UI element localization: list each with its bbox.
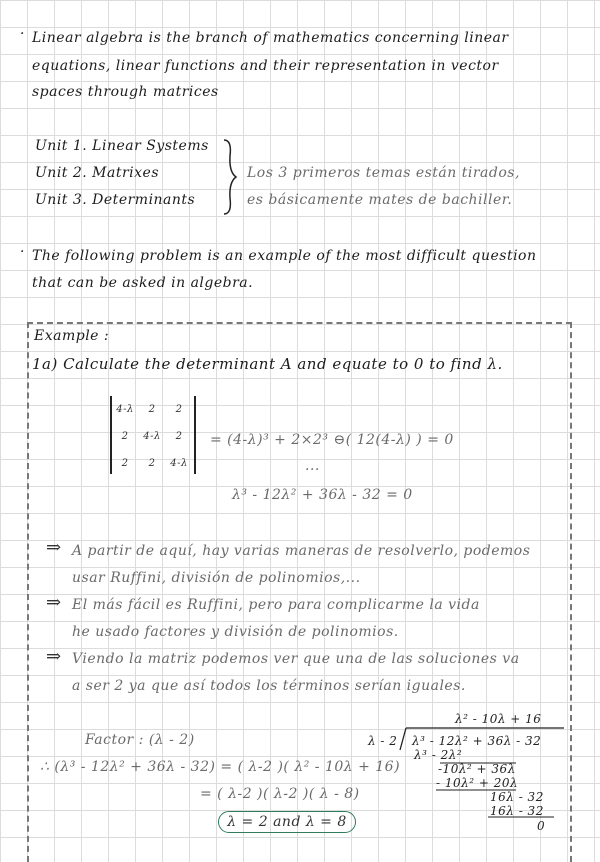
ellipsis: ... bbox=[305, 458, 320, 474]
matrix-cell: 4-λ bbox=[170, 458, 188, 469]
note-line: El más fácil es Ruffini, pero para complicarme la vida bbox=[72, 597, 480, 613]
division-step: 16λ - 32 bbox=[490, 804, 544, 818]
solution-highlight: λ = 2 and λ = 8 bbox=[218, 811, 356, 833]
division-quotient: λ² - 10λ + 16 bbox=[455, 712, 542, 726]
bullet-dot: · bbox=[20, 244, 25, 260]
implies-arrow-icon: ⇒ bbox=[46, 646, 62, 667]
unit-2: Unit 2. Matrixes bbox=[35, 165, 160, 181]
units-note-line-1: Los 3 primeros temas están tirados, bbox=[247, 165, 520, 181]
problem-intro-line-2: that can be asked in algebra. bbox=[32, 275, 254, 291]
division-step: 16λ - 32 bbox=[490, 790, 544, 804]
implies-arrow-icon: ⇒ bbox=[46, 592, 62, 613]
matrix-cell: 2 bbox=[175, 404, 183, 415]
determinant-matrix bbox=[110, 396, 196, 474]
matrix-cell: 2 bbox=[148, 458, 156, 469]
division-step: -10λ² + 36λ bbox=[438, 762, 516, 776]
factor-line-2: = ( λ-2 )( λ-2 )( λ - 8) bbox=[200, 786, 360, 802]
division-step: - 10λ² + 20λ bbox=[436, 776, 519, 790]
problem-intro-line-1: The following problem is an example of the most difficult question bbox=[32, 248, 537, 264]
intro-line-3: spaces through matrices bbox=[32, 84, 219, 100]
matrix-cell: 2 bbox=[121, 431, 129, 442]
note-line: he usado factores y división de polinomios. bbox=[72, 624, 399, 640]
note-line: usar Ruffini, división de polinomios,... bbox=[72, 570, 361, 586]
factor-line-1: ∴ (λ³ - 12λ² + 36λ - 32) = ( λ-2 )( λ² - 10λ + 16) bbox=[40, 759, 401, 775]
bullet-dot: · bbox=[20, 26, 25, 42]
division-divisor: λ - 2 bbox=[368, 734, 398, 748]
division-dividend: λ³ - 12λ² + 36λ - 32 bbox=[412, 734, 542, 748]
matrix-cell: 4-λ bbox=[143, 431, 161, 442]
unit-1: Unit 1. Linear Systems bbox=[35, 138, 209, 154]
division-step: λ³ - 2λ² bbox=[414, 748, 463, 762]
implies-arrow-icon: ⇒ bbox=[46, 537, 62, 558]
example-label: Example : bbox=[34, 328, 110, 344]
note-line: Viendo la matriz podemos ver que una de las soluciones va bbox=[72, 651, 520, 667]
matrix-cell: 2 bbox=[121, 458, 129, 469]
curly-brace-icon bbox=[222, 138, 238, 216]
note-line: A partir de aquí, hay varias maneras de resolverlo, podemos bbox=[72, 543, 531, 559]
cubic-equation: λ³ - 12λ² + 36λ - 32 = 0 bbox=[232, 487, 413, 503]
division-remainder: 0 bbox=[537, 819, 546, 833]
factor-label: Factor : (λ - 2) bbox=[85, 732, 195, 748]
note-line: a ser 2 ya que así todos los términos serían iguales. bbox=[72, 678, 466, 694]
matrix-cell: 2 bbox=[148, 404, 156, 415]
intro-line-1: Linear algebra is the branch of mathematics concerning linear bbox=[32, 30, 509, 46]
intro-line-2: equations, linear functions and their representation in vector bbox=[32, 58, 499, 74]
matrix-cell: 2 bbox=[175, 431, 183, 442]
matrix-cell: 4-λ bbox=[116, 404, 134, 415]
unit-3: Unit 3. Determinants bbox=[35, 192, 196, 208]
units-note-line-2: es básicamente mates de bachiller. bbox=[247, 192, 513, 208]
determinant-expression: = (4-λ)³ + 2×2³ ⊖( 12(4-λ) ) = 0 bbox=[210, 432, 454, 448]
example-question: 1a) Calculate the determinant A and equate to 0 to find λ. bbox=[32, 355, 503, 373]
